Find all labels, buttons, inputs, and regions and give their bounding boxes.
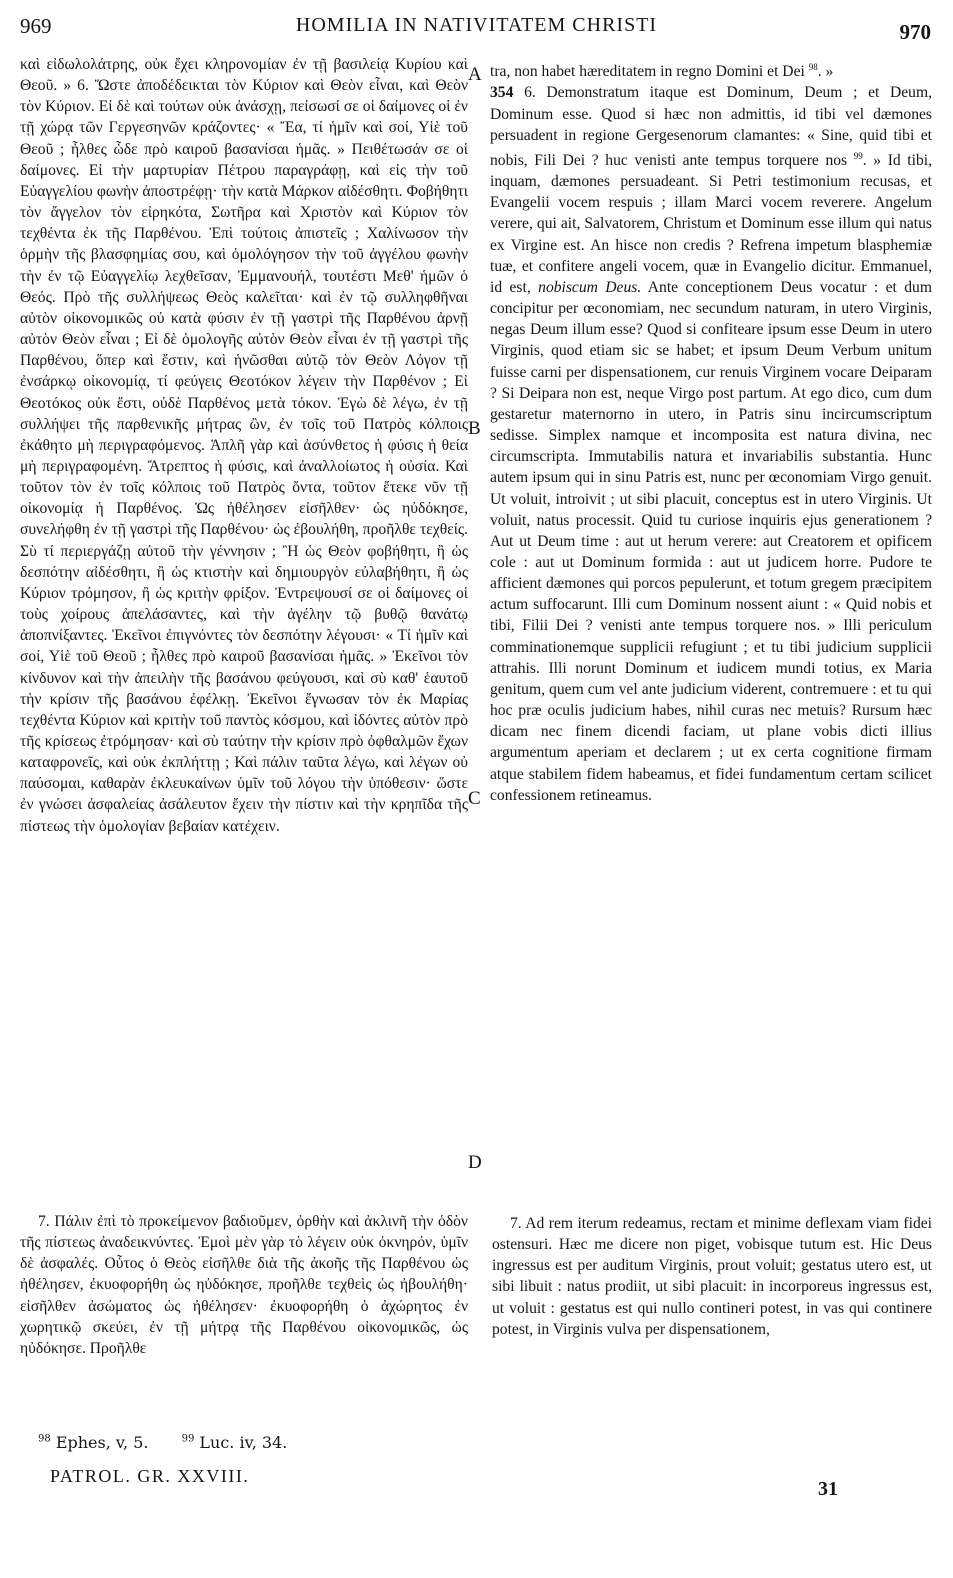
footnote-99: $^{99}$ Luc. iv, 34. (181, 1433, 288, 1452)
margin-marker-d: D (468, 1152, 482, 1173)
footnote-ref-98: 98 (808, 62, 818, 72)
latin-text-top (490, 57, 932, 806)
latin-column-bottom (492, 1213, 932, 1340)
page-title: HOMILIA IN NATIVITATEM CHRISTI (295, 14, 658, 36)
latin-lead-end: . » (817, 63, 834, 81)
latin-body-1: 6. Demonstratum itaque est Dominum, Deum ; et Deum, Dominum esse. Quod si hæc non admittis, id tibi vel dæmones persuadent in regione Gergesenorum clamantes: « Sine, quid tibi et nobis, Fili Dei ? huc venisti ante tempus torquere nos (490, 84, 932, 169)
page-bottom-number: 31 (818, 1478, 838, 1500)
footnotes (38, 1433, 315, 1452)
margin-marker-b: B (468, 418, 481, 439)
latin-column-top (490, 57, 932, 806)
margin-marker-c: C (468, 788, 481, 809)
column-number: 354 (490, 84, 514, 102)
latin-text-bottom: 7. Ad rem iterum redeamus, rectam et minime deflexam viam fidei ostensuri. Hæc me dicere non piget, vobisque tutum est. Hic Deus ingressus est per auditum Virginis, prout voluit; gestatus utero est, ut sibi libuit : natus prodiit, ut sibi placuit: in incorporeus ingressus est, ut voluit : gestatus est qui nullo contineri potest, in vas qui continere potest, in Virginis vulva per dispensationem, (492, 1215, 932, 1338)
page-number-left: 969 (20, 14, 52, 38)
footnote-ref-99: 99 (853, 150, 863, 161)
latin-body-3: Ante conceptionem Deus vocatur : et dum concipitur per œconomiam, nec secundum naturam, in utero Virginis, negas Deum illum esse? Quod si confiteare ipsum esse Deum in utero Virginis, quod etiam sic se habet; et ipsum Deum Verbum unitum fuisse carni per dispensationem, cur renuis Virginem vocare Deiparam ? Si Deipara non est, neque Virgo post partum. At ego dico, cum dum gestaretur maternorno in utero, in Patris sinu incircumscriptum sedisse. Simplex namque et incomposita est natura divina, nec circumscripta. Immutabilis natura et invariabilis substantia. Hunc autem ipsum qui in sinu Patris est, nunc per œconomiam Virgo genuit. Ut voluit, introivit ; ut sibi placuit, conceptus est in utero Virginis. Ut voluit, natus processit. Quid tu curiose inquiris ejus generationem ? Aut ut Deum time : aut ut herum verere: aut Creatorem et opificem cole : aut ut Dominum formida : aut ut judicem horre. Pudore te afficient dæmones qui porcos pepulerunt, et totum gregem præcipitem actum suffocarunt. Illi cum Dominum nossent aiunt : « Quid nobis et tibi, Filii Dei ? venisti ante tempus torquere nos. » Illi periculum comminationemque supplicii refugiunt ; et tu tibi judicium supplicii attrahis. Illi norunt Dominum et iudicem mundi totius, ex Maria genitum, quem cum vel ante judicium viderent, contremuere : et tu qui hoc præ oculis judicium habes, nihil curas nec metuis? Rursum hæc dicam nec finem dicendi faciam, ut plane vobis dicti illius argumentum aperiam et declarem ; ut ex certa cognitione firmam atque stabilem fidem habeamus, et fidei fundamentum certam scilicet confessionem retineamus. (490, 278, 932, 804)
latin-italic: nobiscum Deus. (538, 278, 642, 296)
latin-body-2: . » Id tibi, inquam, dæmones persuadeant. Si Petri testimonium recusas, et Evangelii vocem respuis ; illam Marci vocem reverere. Angelum verere, qui ait, Salvatorem, Christum et Dominum esse illum qui natus ex Virgine est. An hisce non credis ? Refrena impetum blasphemiæ tuæ, et confitere angeli vocem, quæ in Evangelio dicitur. Emmanuel, id est, (490, 152, 932, 296)
footnote-98: $^{98}$ Ephes, v, 5. (38, 1433, 149, 1452)
greek-column-bottom (20, 1211, 468, 1359)
greek-text-top: καὶ εἰδωλολάτρης, οὐκ ἔχει κληρονομίαν ἐν τῇ βασιλείᾳ Κυρίου καὶ Θεοῦ. » 6. Ὥστε ἀποδέδεικται τὸν Κύριον καὶ Θεὸν εἶναι, καὶ Θεὸν τὸν Κύριον. Εἰ δὲ καὶ τούτων οὐκ ἀνάσχῃ, πείσωσί σε οἱ δαίμονες οἱ ἐν τῇ χώρᾳ τῶν Γεργεσηνῶν κράζοντες· « Ἔα, τί ἡμῖν καὶ σοί, Υἱὲ τοῦ Θεοῦ ; ἦλθες ὧδε πρὸ καιροῦ βασανίσαι ἡμᾶς. » Πειθέτωσάν σε οἱ δαίμονες. Εἰ τὴν μαρτυρίαν Πέτρου παραγράφῃ, καὶ εἰς τὴν τοῦ Εὐαγγελίου φωνὴν ἀποστρέφῃ· τὴν κατὰ Μάρκον αἰδέσθητι. Φοβήθητι τὸν ἄγγελον τὸν εἰρηκότα, Σωτῆρα καὶ Χριστὸν καὶ Κύριον τὸν τεχθέντα ἐκ τῆς Παρθένου. Ἐπὶ τούτοις ἀπιστεῖς ; Χαλίνωσον τὴν ὁρμὴν τῆς βλασφημίας σου, καὶ ὁμολόγησον τὴν τοῦ ἀγγέλου φωνὴν τὴν ἐν τῷ Εὐαγγελίῳ λεχθεῖσαν, Ἐμμανουήλ, τουτέστι Μεθ' ἡμῶν ὁ Θεός. Πρὸ τῆς συλλήψεως Θεὸς καλεῖται· καὶ ἐν τῷ συλληφθῆναι αὐτὸν οἰκονομικῶς οὐ κατὰ φύσιν ἐν τῇ γαστρὶ τῆς Παρθένου ἀρνῇ αὐτὸν Θεὸν εἶναι ; Εἰ δὲ ὁμολογῆς αὐτὸν Θεὸν εἶναι ἐν τῇ γαστρὶ τῆς Παρθένου, ὅπερ καὶ ἔστιν, καὶ ἡνῶσθαι αὐτῷ τὸν Θεὸν Λόγον τῇ ἐνσάρκῳ οἰκονομίᾳ, τί φεύγεις Θεοτόκον λέγειν τὴν Παρθένον ; Εἰ Θεοτόκος οὐκ ἔστι, οὐδὲ Παρθένος μετὰ τόκον. Ἐγὼ δὲ λέγω, ἐν τῇ συλλήψει τῆς παρθενικῆς μήτρας ὢν, ἐν τοῖς τοῦ Πατρὸς κόλποις ἐκάθητο μὴ περιγραφόμενος. Ἁπλῆ γὰρ καὶ ἀσύνθετος ἡ φύσις ἡ θεία μὴ περιγραφομένη. Ἄτρεπτος ἡ φύσις, καὶ ἀναλλοίωτος ἡ οὐσία. Καὶ τοῦτον τὸν ἐν τοῖς κόλποις τοῦ Πατρὸς ὄντα, τοῦτον ἔτεκε νῦν τῇ οἰκονομίᾳ ἡ Παρθένος. Ὡς ἠθέλησεν εἰσῆλθεν· ὡς ηὐδόκησε, συνελήφθη ἐν τῇ γαστρὶ τῆς Παρθένου· ὡς ἐβουλήθη, προῆλθε τεχθείς. Σὺ τί περιεργάζῃ αὐτοῦ τὴν γέννησιν ; Ἢ ὡς Θεὸν φοβήθητι, ἢ ὡς δεσπότην αἰδέσθητι, ἢ ὡς κτιστὴν καὶ δημιουργὸν εὐλαβήθητι, ἢ ὡς Κύριον τρόμησον, ἢ ὡς κριτὴν φρίξον. Ἐντρεψουσί σε οἱ δαίμονες οἱ τοὺς χοίρους ἀπελάσαντες, καὶ τὴν ἀγέλην τῷ βυθῷ θανάτῳ ἀποπνίξαντες. Ἐκεῖνοι ἐπιγνόντες τὸν δεσπότην λέγουσι· « Τί ἡμῖν καὶ σοί, Υἱὲ τοῦ Θεοῦ ; ἦλθες πρὸ καιροῦ βασανίσαι ἡμᾶς. » Ἐκεῖνοι τὸν κίνδυνον καὶ τὴν ἀπειλὴν τῆς βασάνου φεύγουσι, καὶ σὺ καθ' ἑαυτοῦ τὴν κρίσιν τῆς βασάνου ἐφέλκῃ. Ἐκεῖνοι ἔγνωσαν τὸν ἐκ Μαρίας τεχθέντα Κύριον καὶ κριτὴν τοῦ παντὸς κόσμου, καὶ ἰδόντες αὐτὸν πρὸ τῆς κρίσεως ἐτρόμησαν· καὶ σὺ ταύτην τὴν κρίσιν πρὸ ὀφθαλμῶν ἔχων καταφρονεῖς, καὶ οὐκ ἐκπλήττῃ ; Καὶ πάλιν ταῦτα λέγω, καὶ λέγων οὐ παύσομαι, καθαρὰν ἐκλευκαίνων ὑμῖν τοῦ λόγου τὴν ὑπόθεσιν· ὥστε ἐν γνώσει ἀσφαλείας ἀσάλευτον ἔχειν τὴν πίστιν καὶ τὴν κρηπῖδα τῆς πίστεως τὴν ὁμολογίαν βεβαίαν κατέχειν. (20, 56, 468, 835)
margin-marker-a: A (468, 64, 482, 85)
latin-lead: tra, non habet hæreditatem in regno Domini et Dei (490, 63, 805, 81)
patrologia-label: PATROL. GR. XXVIII. (50, 1466, 250, 1486)
page-header (0, 14, 953, 48)
greek-text-bottom: 7. Πάλιν ἐπὶ τὸ προκείμενον βαδιοῦμεν, ὀρθὴν καὶ ἀκλινῆ τὴν ὁδὸν τῆς πίστεως ἀναδεικνύντες. Ἐμοὶ μὲν γὰρ τὸ λέγειν οὐκ ὀκνηρόν, ὑμῖν δὲ ἀσφαλές. Οὗτος ὁ Θεὸς εἰσῆλθε διὰ τῆς ἀκοῆς τῆς Παρθένου ὡς ἠθέλησεν, ἐκυοφορήθη ὡς ηὐδόκησε, προῆλθε τεχθεὶς ὡς ἠβουλήθη· εἰσῆλθεν ἀσώματος ὡς ἠθέλησεν· ἐκυοφορήθη ὁ ἀχώρητος ἐν χωρητικῷ σκεύει, ἐν τῇ μήτρᾳ τῆς Παρθένου οἰκονομικῶς, ὡς ηὐδόκησε. Προῆλθε (20, 1213, 468, 1357)
greek-column-top (20, 54, 468, 837)
page-number-right: 970 (899, 20, 931, 44)
